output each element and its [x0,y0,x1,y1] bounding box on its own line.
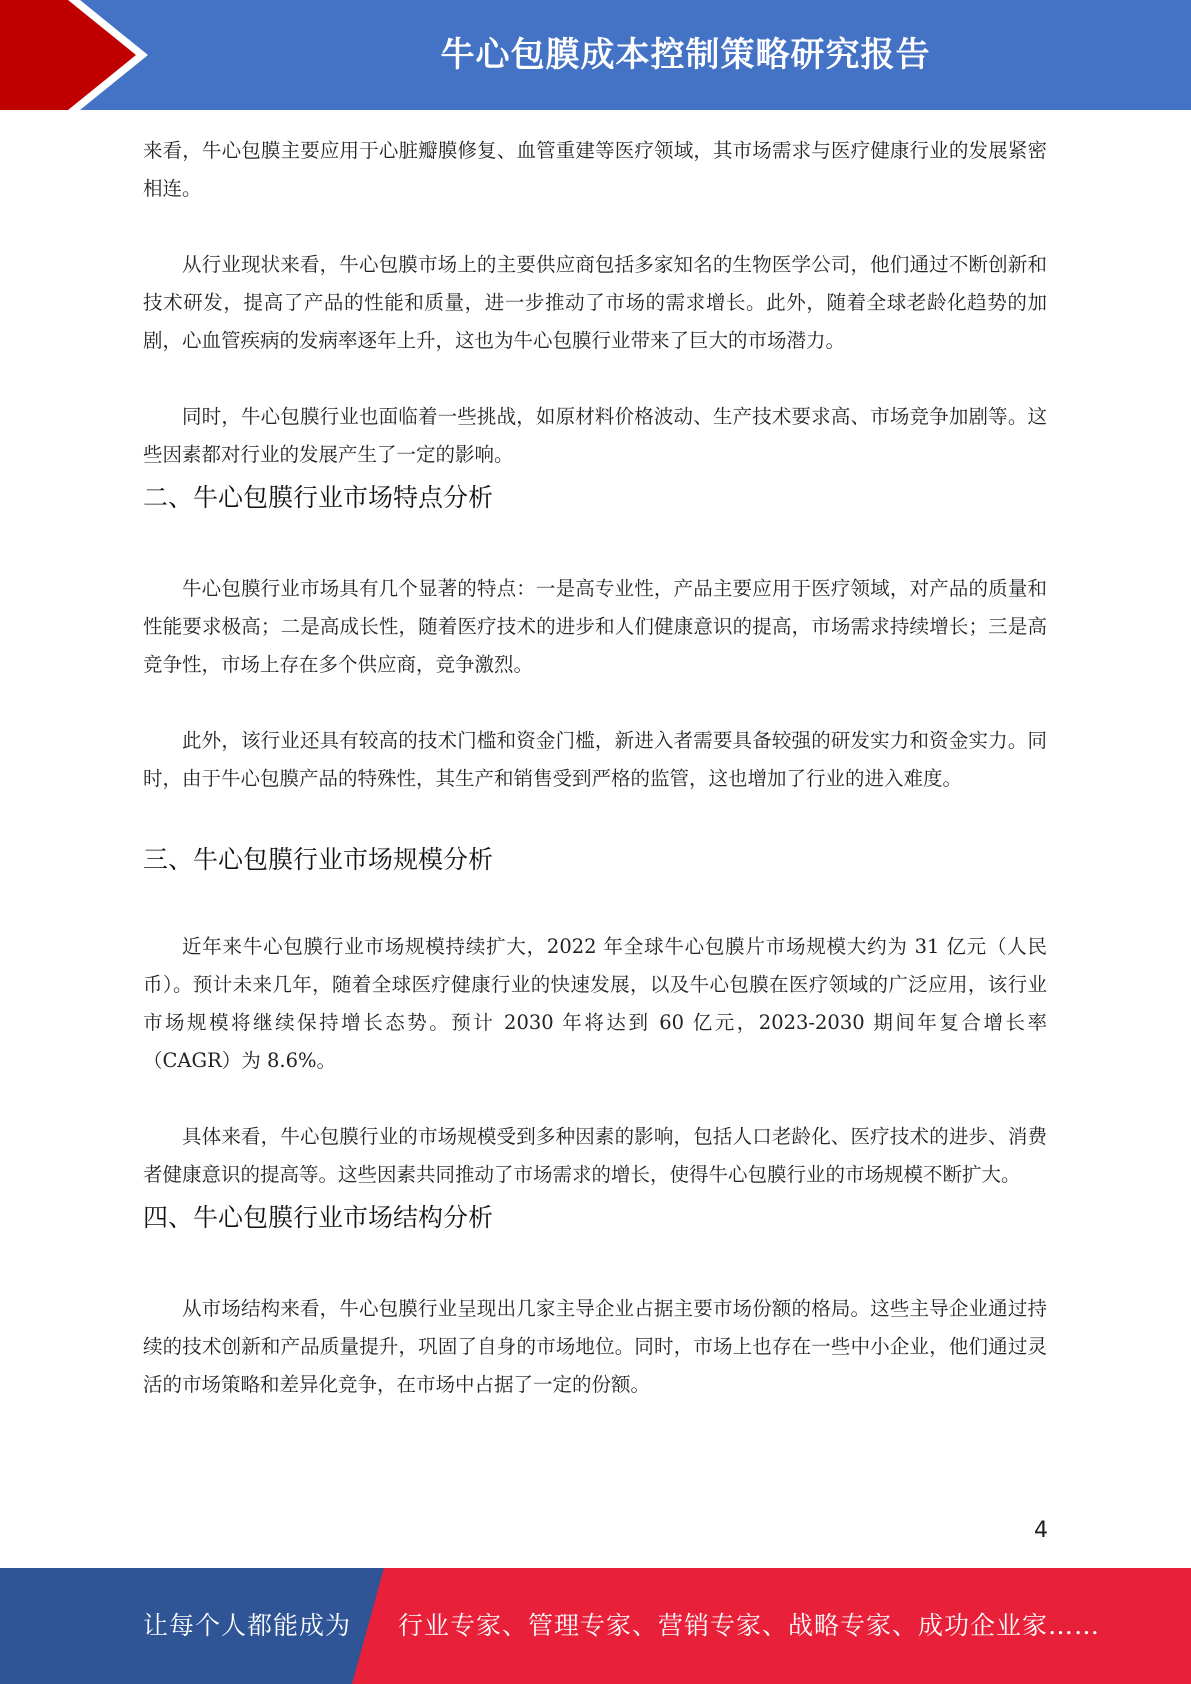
header-red-arrow-shape [0,0,148,110]
header-banner [0,0,1191,110]
paragraph-challenges: 同时，牛心包膜行业也面临着一些挑战，如原材料价格波动、生产技术要求高、市场竞争加剧等。这些因素都对行业的发展产生了一定的影响。 [143,405,1047,466]
paragraph-market-size: 近年来牛心包膜行业市场规模持续扩大，2022 年全球牛心包膜片市场规模大约为 31 亿元（人民币）。预计未来几年，随着全球医疗健康行业的快速发展，以及牛心包膜在医疗领域的广泛应用，该行业市场规模将继续保持增长态势。预计 2030 年将达到 60 亿元，2023-2030 期间年复合增长率（CAGR）为 8.6%。 [143,935,1047,1072]
paragraph-size-factors: 具体来看，牛心包膜行业的市场规模受到多种因素的影响，包括人口老龄化、医疗技术的进步、消费者健康意识的提高等。这些因素共同推动了市场需求的增长，使得牛心包膜行业的市场规模不断扩大。 [143,1125,1047,1186]
page-number: 4 [1034,1518,1048,1543]
section-heading-2: 二、牛心包膜行业市场特点分析 [143,483,494,512]
footer-slogan-right: 行业专家、管理专家、营销专家、战略专家、成功企业家…… [398,1611,1101,1640]
section-heading-3: 三、牛心包膜行业市场规模分析 [143,845,494,874]
paragraph-market-features: 牛心包膜行业市场具有几个显著的特点：一是高专业性，产品主要应用于医疗领域，对产品的质量和性能要求极高；二是高成长性，随着医疗技术的进步和人们健康意识的提高，市场需求持续增长；三是高竞争性，市场上存在多个供应商，竞争激烈。 [143,577,1047,676]
document-body [143,132,1047,1404]
section-heading-4: 四、牛心包膜行业市场结构分析 [143,1203,494,1232]
paragraph-barriers: 此外，该行业还具有较高的技术门槛和资金门槛，新进入者需要具备较强的研发实力和资金实力。同时，由于牛心包膜产品的特殊性，其生产和销售受到严格的监管，这也增加了行业的进入难度。 [143,729,1047,790]
paragraph-industry-status: 从行业现状来看，牛心包膜市场上的主要供应商包括多家知名的生物医学公司，他们通过不断创新和技术研发，提高了产品的性能和质量，进一步推动了市场的需求增长。此外，随着全球老龄化趋势的加剧，心血管疾病的发病率逐年上升，这也为牛心包膜行业带来了巨大的市场潜力。 [143,253,1047,352]
footer-slogan-left: 让每个人都能成为 [143,1611,352,1640]
report-title: 牛心包膜成本控制策略研究报告 [440,35,931,75]
paragraph-market-structure: 从市场结构来看，牛心包膜行业呈现出几家主导企业占据主要市场份额的格局。这些主导企业通过持续的技术创新和产品质量提升，巩固了自身的市场地位。同时，市场上也存在一些中小企业，他们通过灵活的市场策略和差异化竞争，在市场中占据了一定的份额。 [143,1297,1047,1396]
footer-banner [0,1568,1191,1684]
paragraph-continuation: 来看，牛心包膜主要应用于心脏瓣膜修复、血管重建等医疗领域，其市场需求与医疗健康行业的发展紧密相连。 [143,139,1047,200]
